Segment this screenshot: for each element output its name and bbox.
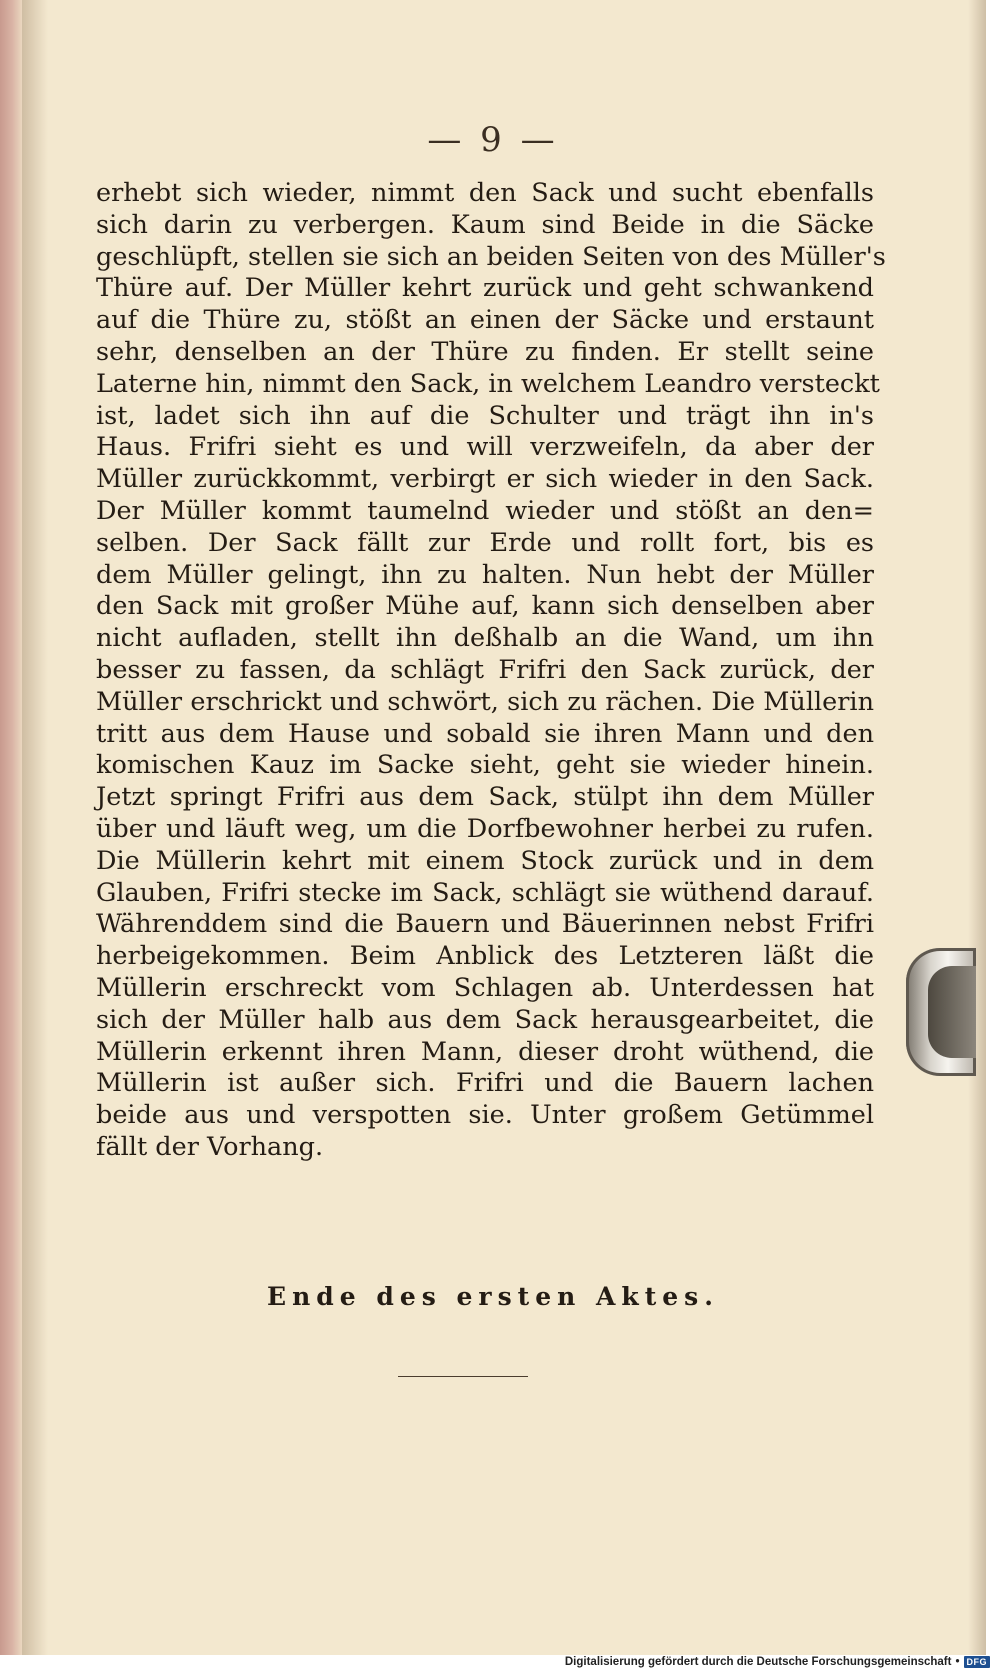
body-text	[96, 178, 886, 1164]
text-line: über und läuft weg, um die Dorfbewohner herbei zu rufen.	[96, 813, 874, 844]
text-line: Der Müller kommt taumelnd wieder und stößt an den=	[96, 495, 874, 526]
text-line: tritt aus dem Hause und sobald sie ihren Mann und den	[96, 718, 874, 749]
dfg-logo-icon: DFG	[964, 1656, 991, 1668]
text-line: den Sack mit großer Mühe auf, kann sich denselben aber	[96, 591, 874, 622]
gutter-shadow	[22, 0, 48, 1655]
text-line: Währenddem sind die Bauern und Bäuerinnen nebst Frifri	[96, 909, 874, 940]
text-line: Die Müllerin kehrt mit einem Stock zurück und in dem	[96, 845, 874, 876]
page-number: — 9 —	[427, 120, 559, 160]
text-line: Müllerin ist außer sich. Frifri und die Bauern lachen	[96, 1068, 874, 1099]
text-line: beide aus und verspotten sie. Unter großem Getümmel	[96, 1100, 874, 1131]
text-line: sehr, denselben an der Thüre zu finden. Er stellt seine	[96, 336, 874, 367]
credit-separator: •	[955, 1656, 960, 1668]
text-line: Glauben, Frifri stecke im Sack, schlägt sie wüthend darauf.	[96, 877, 874, 908]
page-edge-shadow	[968, 0, 986, 1655]
text-line: sich darin zu verbergen. Kaum sind Beide in die Säcke	[96, 209, 874, 240]
text-line: Müller erschrickt und schwört, sich zu rächen. Die Müllerin	[96, 686, 874, 717]
book-binding	[0, 0, 22, 1655]
text-line: fällt der Vorhang.	[96, 1131, 324, 1162]
text-line: ist, ladet sich ihn auf die Schulter und trägt ihn in's	[96, 400, 874, 431]
text-line: Müller zurückkommt, verbirgt er sich wieder in den Sack.	[96, 464, 874, 495]
page-clip	[906, 948, 976, 1076]
credit-text: Digitalisierung gefördert durch die Deutsche Forschungsgemeinschaft	[564, 1656, 952, 1668]
text-line: Laterne hin, nimmt den Sack, in welchem Leandro versteckt	[96, 368, 880, 399]
act-end-heading: Ende des ersten Aktes.	[267, 1282, 719, 1311]
text-line: besser zu fassen, da schlägt Frifri den Sack zurück, der	[96, 654, 874, 685]
divider-rule	[398, 1376, 528, 1377]
text-line: herbeigekommen. Beim Anblick des Letzteren läßt die	[96, 941, 874, 972]
text-line: auf die Thüre zu, stößt an einen der Säcke und erstaunt	[96, 305, 874, 336]
text-line: Thüre auf. Der Müller kehrt zurück und geht schwankend	[96, 273, 874, 304]
text-line: geschlüpft, stellen sie sich an beiden Seiten von des Müller's	[96, 241, 886, 272]
text-line: dem Müller gelingt, ihn zu halten. Nun hebt der Müller	[96, 559, 874, 590]
text-line: Haus. Frifri sieht es und will verzweifeln, da aber der	[96, 432, 874, 463]
text-line: Müllerin erkennt ihren Mann, dieser droht wüthend, die	[96, 1036, 874, 1067]
text-line: erhebt sich wieder, nimmt den Sack und sucht ebenfalls	[96, 178, 874, 208]
digitization-credit	[565, 1656, 990, 1668]
page-clip-inner	[928, 966, 976, 1058]
text-line: Müllerin erschreckt vom Schlagen ab. Unterdessen hat	[96, 972, 874, 1003]
text-line: sich der Müller halb aus dem Sack herausgearbeitet, die	[96, 1004, 874, 1035]
text-line: komischen Kauz im Sacke sieht, geht sie wieder hinein.	[96, 750, 874, 781]
text-line: Jetzt springt Frifri aus dem Sack, stülpt ihn dem Müller	[96, 782, 874, 813]
text-line: selben. Der Sack fällt zur Erde und rollt fort, bis es	[96, 527, 874, 558]
text-line: nicht aufladen, stellt ihn deßhalb an die Wand, um ihn	[96, 623, 874, 654]
